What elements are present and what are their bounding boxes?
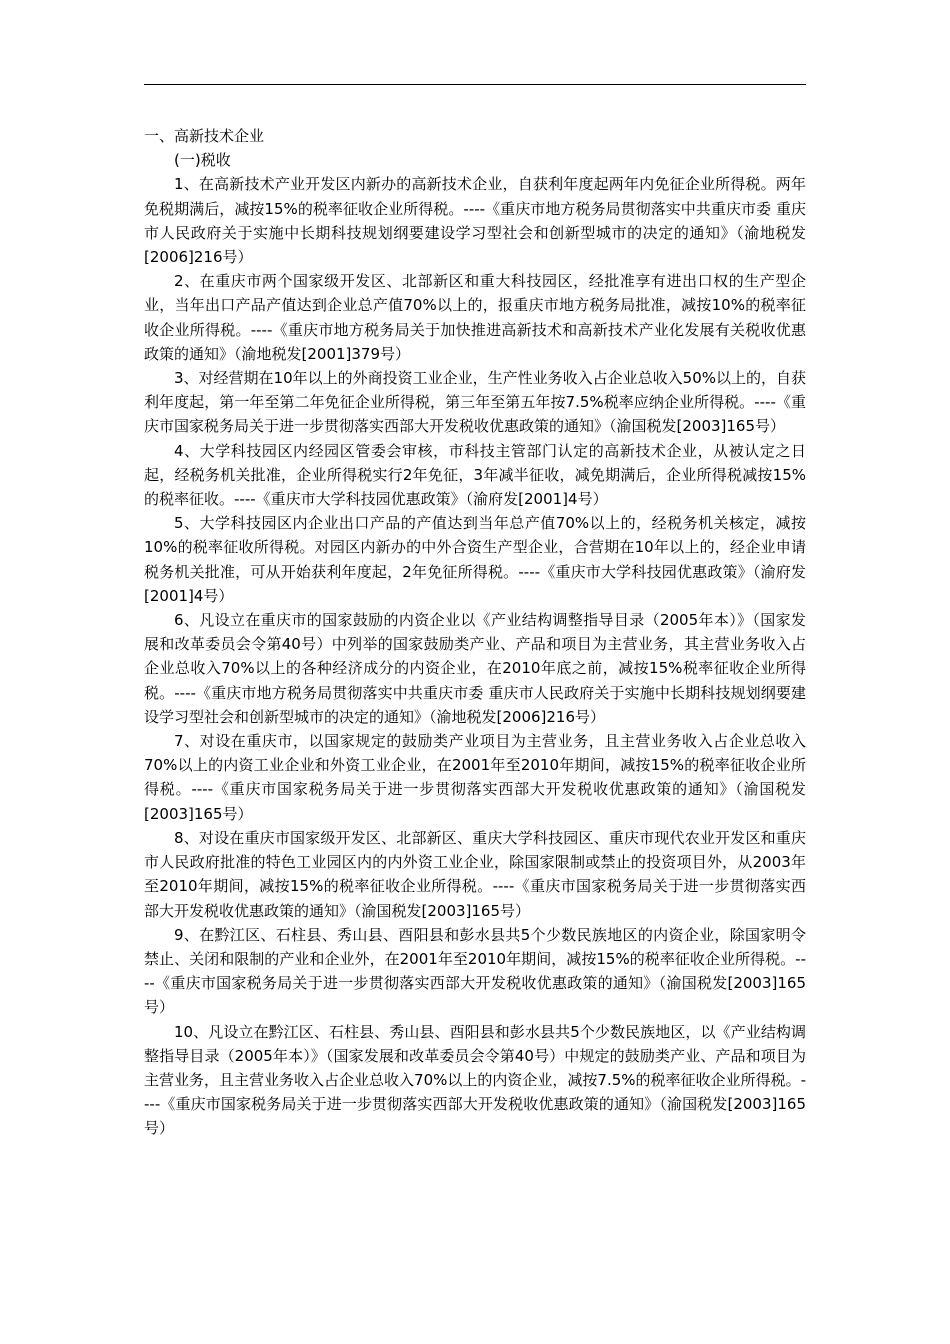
section-title: 一、高新技术企业 [144,127,265,145]
document-body [144,124,806,1141]
paragraph-6: 6、凡设立在重庆市的国家鼓励的内资企业以《产业结构调整指导目录（2005年本）》（国家发展和改革委员会令第40号）中列举的国家鼓励类产业、产品和项目为主营业务，其主营业务收入占企业总收入70%以上的各种经济成分的内资企业，在2010年底之前，减按15%税率征收企业所得税。----《重庆市地方税务局贯彻落实中共重庆市委 重庆市人民政府关于实施中长期科技规划纲要建设学习型社会和创新型城市的决定的通知》（渝地税发[2006]216号） [144,611,806,726]
subsection-title: (一)税收 [174,151,231,170]
paragraph-3: 3、对经营期在10年以上的外商投资工业企业，生产性业务收入占企业总收入50%以上的，自获利年度起，第一年至第二年免征企业所得税，第三年至第五年按7.5%税率应纳企业所得税。----《重庆市国家税务局关于进一步贯彻落实西部大开发税收优惠政策的通知》（渝国税发[2003]165号） [144,369,806,436]
paragraph-2: 2、在重庆市两个国家级开发区、北部新区和重大科技园区，经批准享有进出口权的生产型企业，当年出口产品产值达到企业总产值70%以上的，报重庆市地方税务局批准，减按10%的税率征收企业所得税。----《重庆市地方税务局关于加快推进高新技术和高新技术产业化发展有关税收优惠政策的通知》（渝地税发[2001]379号） [144,272,806,363]
paragraph-9: 9、在黔江区、石柱县、秀山县、酉阳县和彭水县共5个少数民族地区的内资企业，除国家明令禁止、关闭和限制的产业和企业外，在2001年至2010年期间，减按15%的税率征收企业所得税。----《重庆市国家税务局关于进一步贯彻落实西部大开发税收优惠政策的通知》（渝国税发[2003]165号） [144,925,806,1017]
header-rule [144,84,806,85]
paragraph-1: 1、在高新技术产业开发区内新办的高新技术企业，自获利年度起两年内免征企业所得税。两年免税期满后，减按15%的税率征收企业所得税。----《重庆市地方税务局贯彻落实中共重庆市委 重庆市人民政府关于实施中长期科技规划纲要建设学习型社会和创新型城市的决定的通知》（渝地税发[2006]216号） [144,175,806,267]
paragraph-4: 4、大学科技园区内经园区管委会审核，市科技主管部门认定的高新技术企业，从被认定之日起，经税务机关批准，企业所得税实行2年免征，3年减半征收，减免期满后，企业所得税减按15%的税率征收。----《重庆市大学科技园优惠政策》（渝府发[2001]4号） [144,441,806,509]
paragraph-5: 5、大学科技园区内企业出口产品的产值达到当年总产值70%以上的，经税务机关核定，减按10%的税率征收所得税。对园区内新办的中外合资生产型企业，合营期在10年以上的，经企业申请税务机关批准，可从开始获利年度起，2年免征所得税。----《重庆市大学科技园优惠政策》（渝府发[2001]4号） [144,514,806,605]
paragraph-7: 7、对设在重庆市，以国家规定的鼓励类产业项目为主营业务，且主营业务收入占企业总收入70%以上的内资工业企业和外资工业企业，在2001年至2010年期间，减按15%的税率征收企业所得税。----《重庆市国家税务局关于进一步贯彻落实西部大开发税收优惠政策的通知》（渝国税发[2003]165号） [144,732,806,823]
paragraph-8: 8、对设在重庆市国家级开发区、北部新区、重庆大学科技园区、重庆市现代农业开发区和重庆市人民政府批准的特色工业园区内的内外资工业企业，除国家限制或禁止的投资项目外，从2003年至2010年期间，减按15%的税率征收企业所得税。----《重庆市国家税务局关于进一步贯彻落实西部大开发税收优惠政策的通知》（渝国税发[2003]165号） [144,828,806,920]
paragraph-10: 10、凡设立在黔江区、石柱县、秀山县、酉阳县和彭水县共5个少数民族地区，以《产业结构调整指导目录（2005年本）》（国家发展和改革委员会令第40号）中规定的鼓励类产业、产品和项目为主营业务，且主营业务收入占企业总收入70%以上的内资企业，减按7.5%的税率征收企业所得税。----《重庆市国家税务局关于进一步贯彻落实西部大开发税收优惠政策的通知》（渝国税发[2003]165号） [144,1022,806,1138]
